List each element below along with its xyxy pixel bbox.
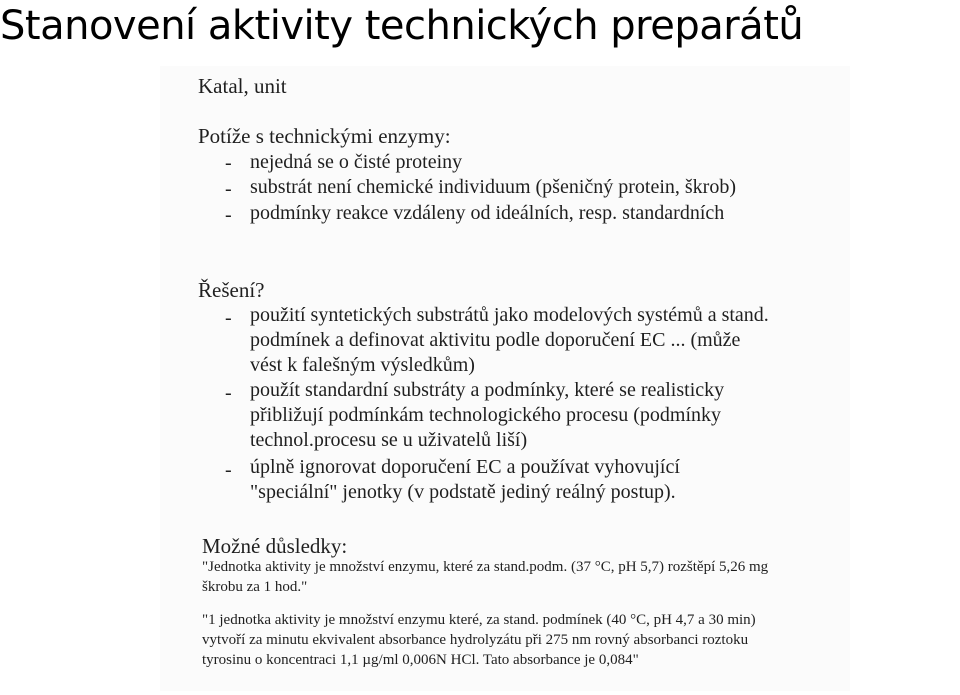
bullet-dash: - — [225, 178, 232, 200]
solution-line: podmínek a definovat aktivitu podle doporučení EC ... (může — [250, 329, 741, 351]
unit-heading: Katal, unit — [198, 74, 287, 98]
solution-line: úplně ignorovat doporučení EC a používat vyhovující — [250, 456, 680, 478]
quote-line: "Jednotka aktivity je množství enzymu, které za stand.podm. (37 °C, pH 5,7) rozštěpí 5,26 mg — [202, 559, 769, 575]
solution-line: "speciální" jenotky (v podstatě jediný reálný postup). — [250, 481, 676, 503]
scanned-page — [160, 66, 850, 691]
bullet-dash: - — [225, 382, 232, 404]
problem-item: substrát není chemické individuum (pšeničný protein, škrob) — [250, 176, 737, 198]
solution-line: vést k falešným výsledkům) — [250, 354, 475, 376]
problem-item: nejedná se o čisté proteiny — [250, 151, 463, 173]
solution-line: použití syntetických substrátů jako modelových systémů a stand. — [250, 304, 769, 326]
problems-heading: Potíže s technickými enzymy: — [198, 124, 451, 148]
quote-line: tyrosinu o koncentraci 1,1 µg/ml 0,006N HCl. Tato absorbance je 0,084" — [202, 652, 639, 668]
quote-line: "1 jednotka aktivity je množství enzymu které, za stand. podmínek (40 °C, pH 4,7 a 30 min) — [202, 612, 756, 628]
bullet-dash: - — [225, 307, 232, 329]
bullet-dash: - — [225, 459, 232, 481]
quote-line: vytvoří za minutu ekvivalent absorbance hydrolyzátu při 275 nm rovný absorbanci roztoku — [202, 632, 749, 648]
bullet-dash: - — [225, 204, 232, 226]
solution-line: technol.procesu se u uživatelů liší) — [250, 429, 528, 451]
slide-title: Stanovení aktivity technických preparátů — [0, 3, 804, 49]
consequences-heading: Možné důsledky: — [202, 534, 348, 558]
problem-item: podmínky reakce vzdáleny od ideálních, resp. standardních — [250, 202, 725, 224]
bullet-dash: - — [225, 152, 232, 174]
solution-line: přibližují podmínkám technologického procesu (podmínky — [250, 404, 722, 426]
solution-heading: Řešení? — [198, 278, 265, 302]
quote-line: škrobu za 1 hod." — [202, 579, 308, 595]
solution-line: použít standardní substráty a podmínky, které se realisticky — [250, 379, 725, 401]
